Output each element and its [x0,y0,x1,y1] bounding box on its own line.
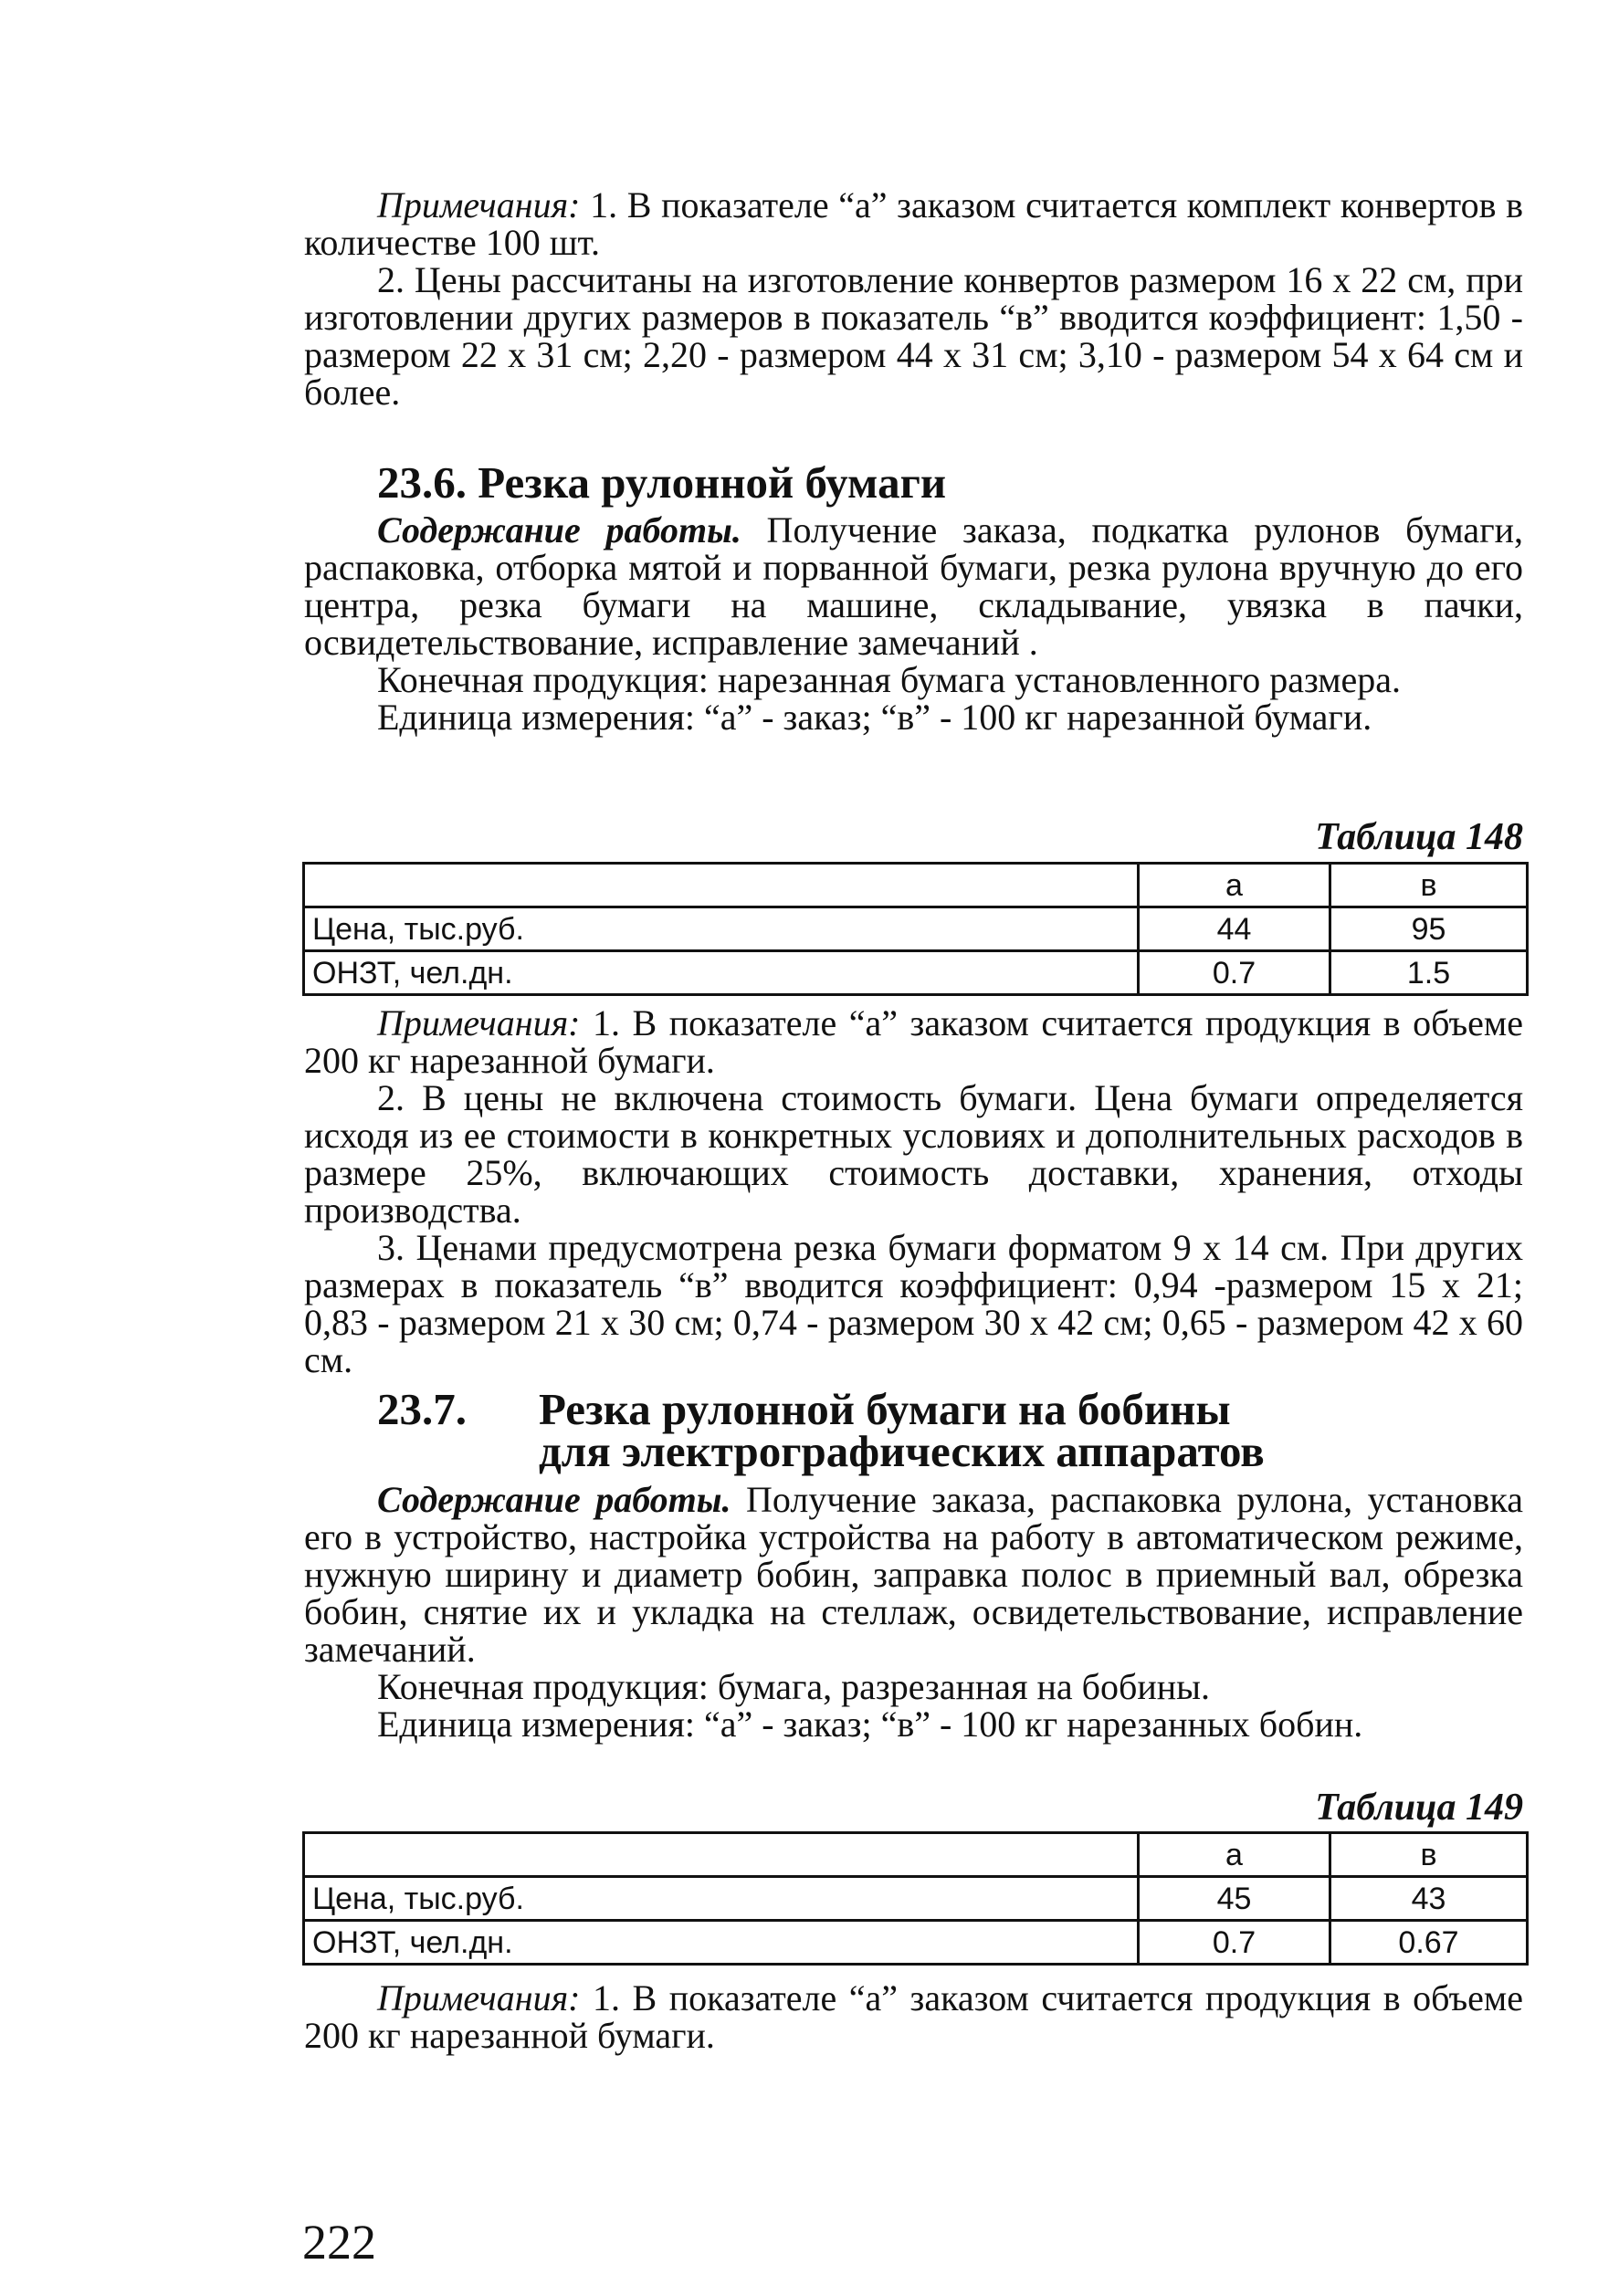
notes-label: Примечания: [377,1002,581,1043]
row-label: Цена, тыс.руб. [304,907,1139,951]
section-23-6-body [304,511,1523,736]
row-label: ОНЗТ, чел.дн. [304,951,1139,995]
content-label: Содержание работы. [377,1479,731,1520]
column-header-b: в [1330,1833,1528,1877]
cell-b: 95 [1330,907,1528,951]
row-label: Цена, тыс.руб. [304,1877,1139,1921]
table-148 [302,862,1529,996]
section-23-7-final-product: Конечная продукция: бумага, разрезанная на бобины. [377,1666,1211,1707]
notes-148-note-2: 2. В цены не включена стоимость бумаги. Цена бумаги определяется исходя из ее стоимости в конкретных условиях и дополнительных расходов в размере 25%, включающих стоимость доставки, хранения, отходы производства. [304,1077,1523,1231]
table-row [304,907,1528,951]
section-23-7-number: 23.7. [377,1384,467,1434]
section-23-6-content: Содержание работы. Получение заказа, подкатка рулонов бумаги, распаковка, отборка мятой и порванной бумаги, резка рулона вручную до его центра, резка бумаги на машине, складывание, увязка в пачки, освидетельствование, исправление замечаний . [304,509,1523,663]
intro-note-1: Примечания: 1. В показателе “а” заказом считается комплект конвертов в количестве 100 шт. [304,184,1523,263]
cell-a: 0.7 [1139,1921,1330,1965]
table-header-row [304,1833,1528,1877]
cell-a: 0.7 [1139,951,1330,995]
notes-148 [304,1004,1523,1379]
cell-a: 44 [1139,907,1330,951]
cell-a: 45 [1139,1877,1330,1921]
section-23-7-body [304,1481,1523,1743]
notes-148-note-1: Примечания: 1. В показателе “а” заказом считается продукция в объеме 200 кг нарезанной бумаги. [304,1002,1523,1081]
table-corner-cell [304,1833,1139,1877]
column-header-b: в [1330,864,1528,907]
notes-149 [304,1979,1523,2054]
table-148-caption: Таблица 148 [1315,816,1523,858]
table-header-row [304,864,1528,907]
section-23-6-title: 23.6. Резка рулонной бумаги [377,457,947,508]
intro-note-2: 2. Цены рассчитаны на изготовление конвертов размером 16 x 22 см, при изготовлении других размеров в показатель “в” вводится коэффициент: 1,50 - размером 22 x 31 см; 2,20 - размером 44 x 31 см; 3,10 - размером 54 x 64 см и более. [304,259,1523,413]
section-23-7-unit: Единица измерения: “а” - заказ; “в” - 100 кг нарезанных бобин. [377,1704,1363,1745]
table-row [304,951,1528,995]
section-23-7-content: Содержание работы. Получение заказа, распаковка рулона, установка его в устройство, настройка устройства на работу в автоматическом режиме, нужную ширину и диаметр бобин, заправка полос в приемный вал, обрезка бобин, снятие их и укладка на стеллаж, освидетельствование, исправление замечаний. [304,1479,1523,1670]
table-149-caption: Таблица 149 [1315,1787,1523,1829]
section-23-6-final-product: Конечная продукция: нарезанная бумага установленного размера. [377,659,1402,700]
section-23-7-title-line-2: для электрографических аппаратов [539,1426,1265,1476]
page-number: 222 [302,2215,376,2270]
cell-b: 43 [1330,1877,1528,1921]
notes-148-note-3: 3. Ценами предусмотрена резка бумаги форматом 9 x 14 см. При других размерах в показатель “в” вводится коэффициент: 0,94 -размером 15 x 21; 0,83 - размером 21 x 30 см; 0,74 - размером 30 x 42 см; 0,65 - размером 42 x 60 см. [304,1227,1523,1380]
table-149 [302,1831,1529,1966]
notes-label: Примечания: [377,184,581,225]
intro-notes [304,186,1523,411]
notes-label: Примечания: [377,1977,581,2018]
table-corner-cell [304,864,1139,907]
row-label: ОНЗТ, чел.дн. [304,1921,1139,1965]
cell-b: 1.5 [1330,951,1528,995]
table-row [304,1877,1528,1921]
table-row [304,1921,1528,1965]
section-23-7-title-line-1: Резка рулонной бумаги на бобины [539,1384,1231,1434]
content-label: Содержание работы. [377,509,741,550]
column-header-a: а [1139,864,1330,907]
section-23-6-unit: Единица измерения: “а” - заказ; “в” - 100 кг нарезанной бумаги. [377,697,1372,738]
column-header-a: а [1139,1833,1330,1877]
notes-149-note-1: Примечания: 1. В показателе “а” заказом считается продукция в объеме 200 кг нарезанной бумаги. [304,1977,1523,2056]
cell-b: 0.67 [1330,1921,1528,1965]
